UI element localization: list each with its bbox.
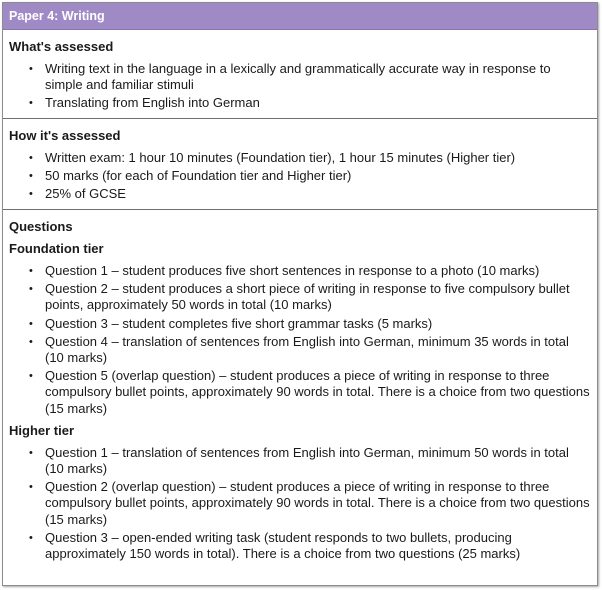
bullet-icon: • — [29, 531, 33, 544]
list-item — [9, 368, 591, 417]
section-whats-assessed — [3, 30, 597, 119]
list-item — [9, 61, 591, 93]
list-item — [9, 281, 591, 313]
list-item — [9, 150, 591, 166]
list-item-text: 25% of GCSE — [45, 186, 126, 202]
bullet-icon: • — [29, 170, 33, 183]
section-questions — [3, 210, 597, 569]
bullet-icon: • — [29, 481, 33, 494]
list-item-text: Translating from English into German — [45, 95, 260, 111]
list-item — [9, 95, 591, 111]
list-whats-assessed — [9, 61, 591, 112]
list-item-text: Question 2 – student produces a short piece of writing in response to five compulsory bullet points, approximately 50 words in total (10 marks) — [45, 281, 570, 313]
bullet-icon: • — [29, 97, 33, 110]
bullet-icon: • — [29, 370, 33, 383]
bullet-icon: • — [29, 188, 33, 201]
bullet-icon: • — [29, 63, 33, 75]
bullet-icon: • — [29, 283, 33, 296]
section-title-how-assessed: How it's assessed — [9, 128, 121, 143]
list-item-text: Question 4 – translation of sentences from English into German, minimum 35 words in total (10 marks) — [45, 333, 569, 366]
bullet-icon: • — [29, 152, 33, 164]
paper-table — [2, 2, 598, 586]
bullet-icon: • — [29, 446, 33, 459]
list-item — [9, 168, 591, 184]
list-item-text: Question 1 – student produces five short sentences in response to a photo (10 marks) — [45, 263, 540, 278]
list-item-text: Written exam: 1 hour 10 minutes (Foundation tier), 1 hour 15 minutes (Higher tier) — [45, 150, 516, 165]
list-item-text: Question 3 – student completes five short grammar tasks (5 marks) — [45, 315, 433, 331]
list-item-text: Question 3 – open-ended writing task (student responds to two bullets, producing approximately 150 words in total). There is a choice from two questions (25 marks) — [45, 529, 521, 562]
list-item-text: 50 marks (for each of Foundation tier and Higher tier) — [45, 168, 352, 184]
list-item-text: Question 2 (overlap question) – student produces a piece of writing in response to three compulsory bullet points, approximately 90 words in total. There is a choice from two questions (15 marks) — [45, 479, 590, 527]
section-title-whats-assessed: What's assessed — [9, 39, 114, 54]
bullet-icon: • — [29, 317, 33, 330]
list-higher-tier — [9, 445, 591, 562]
list-item-text: Question 5 (overlap question) – student produces a piece of writing in response to three compulsory bullet points, approximately 90 words in total. There is a choice from two questions (15 marks) — [45, 368, 590, 416]
list-item — [9, 186, 591, 202]
list-how-assessed — [9, 150, 591, 203]
list-item-text: Writing text in the language in a lexically and grammatically accurate way in response to simple and familiar stimuli — [45, 61, 551, 93]
list-foundation-tier — [9, 263, 591, 417]
section-title-questions: Questions — [9, 219, 73, 234]
subheading-higher-tier: Higher tier — [9, 422, 75, 438]
subheading-foundation-tier: Foundation tier — [9, 241, 104, 256]
list-item — [9, 530, 591, 562]
list-item-text: Question 1 – translation of sentences from English into German, minimum 50 words in total (10 marks) — [45, 444, 569, 477]
paper-title: Paper 4: Writing — [3, 3, 597, 30]
list-item — [9, 316, 591, 332]
list-item — [9, 445, 591, 477]
list-item — [9, 334, 591, 366]
section-how-assessed — [3, 119, 597, 210]
list-item — [9, 479, 591, 528]
bullet-icon: • — [29, 335, 33, 348]
bullet-icon: • — [29, 265, 33, 277]
list-item — [9, 263, 591, 279]
